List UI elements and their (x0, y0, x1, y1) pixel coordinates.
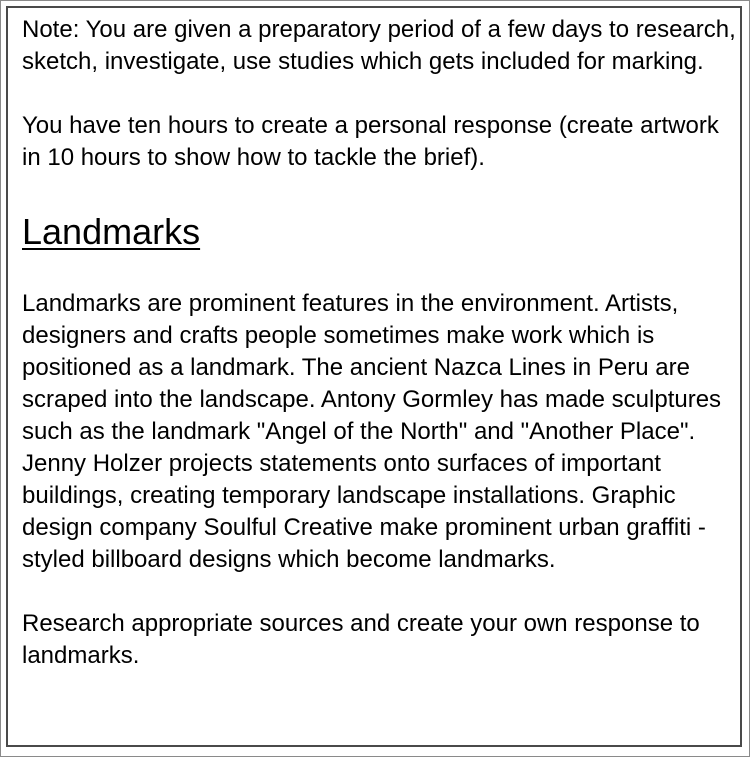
document-body (22, 14, 740, 672)
section-heading: Landmarks (22, 211, 201, 252)
note-paragraph: Note: You are given a preparatory period of a few days to research, sketch, investigate, use studies which gets included for marking. (22, 16, 736, 75)
time-paragraph: You have ten hours to create a personal response (create artwork in 10 hours to show how to tackle the brief). (22, 112, 719, 171)
landmarks-description: Landmarks are prominent features in the environment. Artists, designers and crafts people sometimes make work which is positioned as a landmark. The ancient Nazca Lines in Peru are scraped into the landscape. Antony Gormley has made sculptures such as the landmark "Angel of the North" and "Another Place". Jenny Holzer projects statements onto surfaces of important buildings, creating temporary landscape installations. Graphic design company Soulful Creative make prominent urban graffiti - styled billboard designs which become landmarks. (22, 290, 722, 573)
closing-instruction: Research appropriate sources and create your own response to landmarks. (22, 610, 700, 669)
